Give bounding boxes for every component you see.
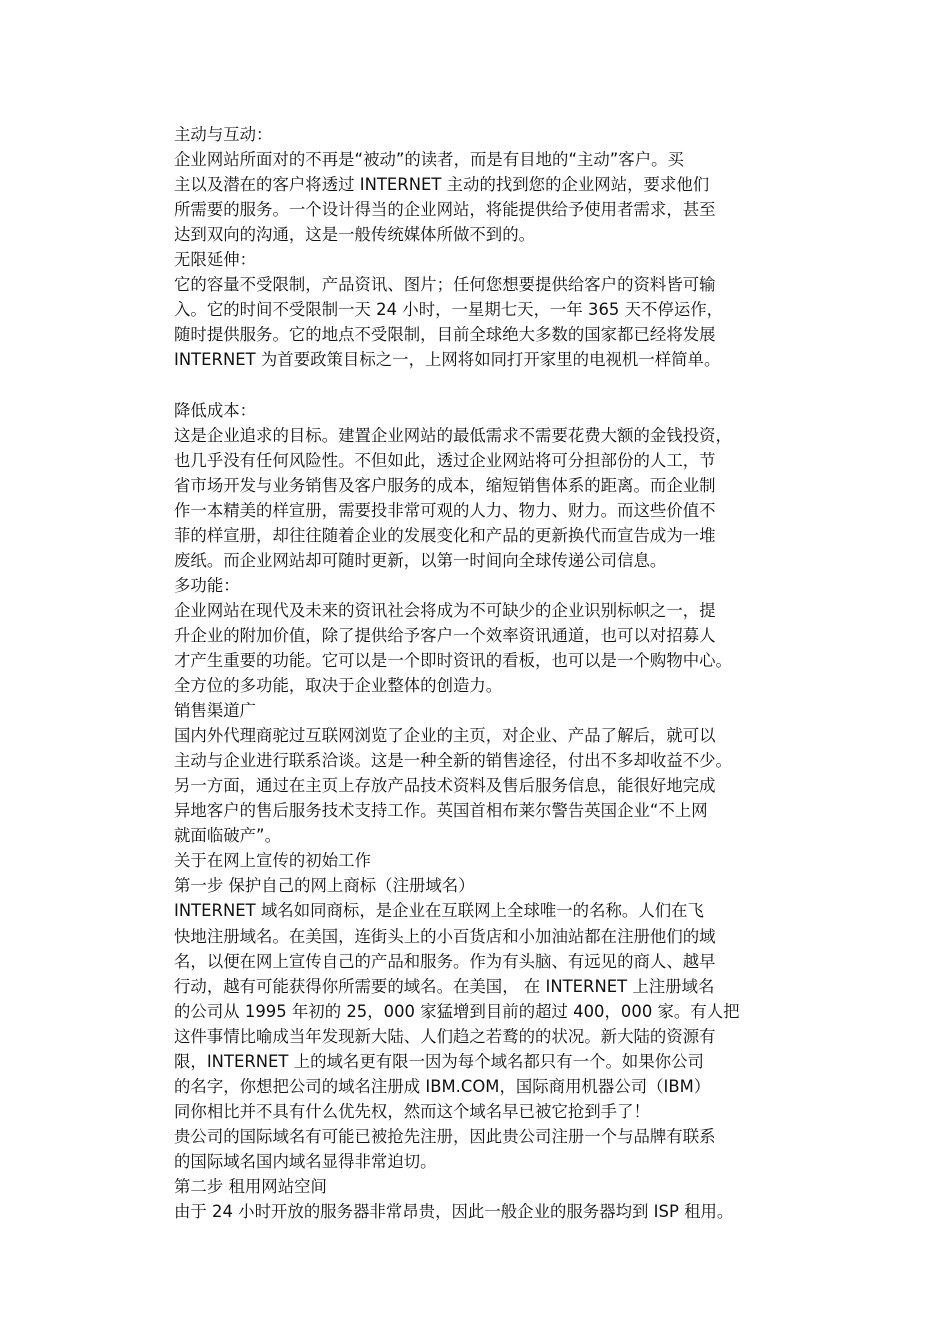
paragraph-line: 省市场开发与业务销售及客户服务的成本，缩短销售体系的距离。而企业制 [174, 475, 716, 495]
section-heading: 关于在网上宣传的初始工作 [174, 851, 371, 871]
paragraph-line: 才产生重要的功能。它可以是一个即时资讯的看板，也可以是一个购物中心。 [174, 650, 732, 670]
paragraph-line: 快地注册域名。在美国，连街头上的小百货店和小加油站都在注册他们的域 [174, 926, 716, 946]
paragraph-line: 它的容量不受限制，产品资讯、图片；任何您想要提供给客户的资料皆可输 [174, 275, 716, 295]
section-heading: 降低成本： [174, 400, 257, 420]
paragraph-line: 同你相比并不具有什么优先权，然而这个域名早已被它抢到手了！ [174, 1101, 650, 1121]
paragraph-line: 达到双向的沟通，这是一般传统媒体所做不到的。 [174, 225, 536, 245]
paragraph-line: 的名字，你想把公司的域名注册成 IBM.COM，国际商用机器公司（IBM） [174, 1076, 711, 1096]
paragraph-line: 所需要的服务。一个设计得当的企业网站，将能提供给予使用者需求，甚至 [174, 200, 716, 220]
paragraph-line: 由于 24 小时开放的服务器非常昂贵，因此一般企业的服务器均到 ISP 租用。 [174, 1202, 734, 1222]
paragraph-line: 菲的样宣册，却往往随着企业的发展变化和产品的更新换代而宣告成为一堆 [174, 525, 716, 545]
paragraph-line: 主动与企业进行联系洽谈。这是一种全新的销售途径，付出不多却收益不少。 [174, 751, 732, 771]
paragraph-line: INTERNET 域名如同商标，是企业在互联网上全球唯一的名称。人们在飞 [174, 901, 704, 921]
section-heading: 多功能： [174, 575, 240, 595]
paragraph-line: 国内外代理商驼过互联网浏览了企业的主页，对企业、产品了解后，就可以 [174, 726, 716, 746]
paragraph-line: 废纸。而企业网站却可随时更新，以第一时间向全球传递公司信息。 [174, 550, 667, 570]
section-heading: 第二步 租用网站空间 [174, 1176, 327, 1196]
paragraph-line: 另一方面，通过在主页上存放产品技术资料及售后服务信息，能很好地完成 [174, 776, 716, 796]
document-body [174, 122, 822, 1224]
paragraph-line: INTERNET 为首要政策目标之一，上网将如同打开家里的电视机一样简单。 [174, 350, 721, 370]
section-heading: 主动与互动： [174, 125, 273, 144]
paragraph-line: 限，INTERNET 上的域名更有限一因为每个域名都只有一个。如果你公司 [174, 1051, 704, 1071]
paragraph-line: 的公司从 1995 年初的 25，000 家猛增到目前的超过 400，000 家。有人把 [174, 1001, 740, 1021]
paragraph-line: 行动，越有可能获得你所需要的域名。在美国， 在 INTERNET 上注册域名 [174, 976, 715, 996]
paragraph-line: 名，以便在网上宣传自己的产品和服务。作为有头脑、有远见的商人、越早 [174, 951, 716, 971]
paragraph-line: 贵公司的国际域名有可能已被抢先注册，因此贵公司注册一个与品牌有联系 [174, 1126, 716, 1146]
paragraph-line: 入。它的时间不受限制一天 24 小时，一星期七天，一年 365 天不停运作， [174, 300, 724, 320]
paragraph-line: 异地客户的售后服务技术支持工作。英国首相布莱尔警告英国企业“不上网 [174, 801, 708, 821]
paragraph-line: 升企业的附加价值，除了提供给予客户一个效率资讯通道，也可以对招募人 [174, 625, 716, 645]
paragraph-line: 这是企业追求的目标。建置企业网站的最低需求不需要花费大额的金钱投资， [174, 425, 732, 445]
blank-line [174, 372, 822, 397]
paragraph-line: 作一本精美的样宣册，需要投非常可观的人力、物力、财力。而这些价值不 [174, 500, 716, 520]
section-heading: 销售渠道广 [174, 701, 257, 721]
paragraph-line: 也几乎没有任何风险性。不但如此，透过企业网站将可分担部份的人工，节 [174, 450, 716, 470]
paragraph-line: 的国际域名国内域名显得非常迫切。 [174, 1151, 437, 1171]
paragraph-line: 就面临破产”。 [174, 826, 281, 846]
paragraph-line: 主以及潜在的客户将透过 INTERNET 主动的找到您的企业网站，要求他们 [174, 175, 710, 195]
paragraph-line: 这件事情比喻成当年发现新大陆、人们趋之若鹜的的状况。新大陆的资源有 [174, 1026, 716, 1046]
paragraph-line: 全方位的多功能，取决于企业整体的创造力。 [174, 676, 503, 696]
section-heading: 第一步 保护自己的网上商标（注册域名） [174, 876, 475, 896]
paragraph-line: 随时提供服务。它的地点不受限制，目前全球绝大多数的国家都已经将发展 [174, 325, 716, 345]
paragraph-line: 企业网站在现代及未来的资讯社会将成为不可缺少的企业识别标帜之一，提 [174, 600, 716, 620]
paragraph-line: 企业网站所面对的不再是“被动”的读者，而是有目地的“主动”客户。买 [174, 150, 684, 170]
section-heading: 无限延伸： [174, 250, 257, 270]
